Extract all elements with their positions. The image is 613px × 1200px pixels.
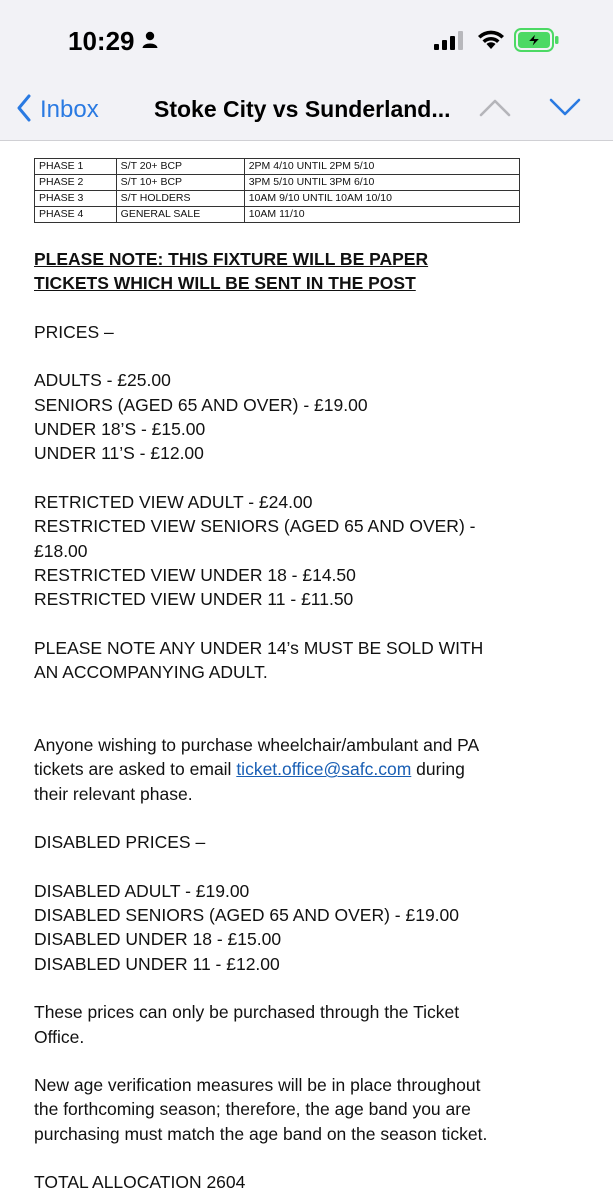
table-row — [35, 175, 520, 191]
prices-heading: PRICES – — [34, 321, 114, 342]
paragraph-line: their relevant phase. — [34, 783, 193, 804]
back-label: Inbox — [40, 96, 99, 123]
next-message-chevron-down-icon[interactable] — [548, 96, 582, 123]
price-line: DISABLED SENIORS (AGED 65 AND OVER) - £19.00 — [34, 905, 460, 926]
ticket-office-note — [34, 1000, 594, 1049]
sale-phases-table — [34, 158, 520, 223]
price-line: DISABLED ADULT - £19.00 — [34, 880, 250, 901]
table-cell: PHASE 2 — [35, 175, 117, 191]
price-line: RETRICTED VIEW ADULT - £24.00 — [34, 491, 313, 512]
disabled-prices-list — [34, 879, 594, 976]
cellular-signal-icon — [434, 31, 464, 55]
table-cell: 10AM 11/10 — [244, 207, 519, 223]
paragraph-text: during — [411, 759, 465, 780]
table-cell: PHASE 1 — [35, 159, 117, 175]
notice-line: TICKETS WHICH WILL BE SENT IN THE POST — [34, 273, 416, 294]
chevron-left-icon — [16, 94, 32, 127]
wheelchair-paragraph — [34, 733, 594, 806]
notice-line: PLEASE NOTE: THIS FIXTURE WILL BE PAPER — [34, 249, 429, 269]
paper-tickets-notice — [34, 247, 594, 296]
status-bar — [0, 0, 613, 80]
table-cell: 10AM 9/10 UNTIL 10AM 10/10 — [244, 191, 519, 207]
table-cell: S/T 10+ BCP — [116, 175, 244, 191]
standard-prices-list — [34, 368, 594, 465]
paragraph-text: tickets are asked to email — [34, 759, 237, 780]
mail-nav-bar — [0, 80, 613, 141]
paragraph-line: Office. — [34, 1026, 85, 1047]
table-cell: S/T HOLDERS — [116, 191, 244, 207]
restricted-prices-list — [34, 490, 594, 611]
email-subject-title: Stoke City vs Sunderland... — [154, 96, 451, 122]
table-cell: 2PM 4/10 UNTIL 2PM 5/10 — [244, 159, 519, 175]
price-line: RESTRICTED VIEW UNDER 11 - £11.50 — [34, 589, 354, 610]
price-line: RESTRICTED VIEW SENIORS (AGED 65 AND OVER) - — [34, 516, 476, 537]
table-row — [35, 207, 520, 223]
price-line: DISABLED UNDER 18 - £15.00 — [34, 929, 282, 950]
table-cell: PHASE 3 — [35, 191, 117, 207]
note-line: AN ACCOMPANYING ADULT. — [34, 662, 268, 683]
paragraph-line: purchasing must match the age band on the season ticket. — [34, 1123, 488, 1144]
previous-message-chevron-up-icon[interactable] — [478, 96, 512, 123]
paragraph-line: Anyone wishing to purchase wheelchair/ambulant and PA — [34, 734, 480, 755]
paragraph-line: These prices can only be purchased through the Ticket — [34, 1002, 460, 1023]
total-allocation: TOTAL ALLOCATION 2604 — [34, 1172, 246, 1193]
table-cell: GENERAL SALE — [116, 207, 244, 223]
battery-charging-icon — [514, 28, 560, 57]
paragraph-line: the forthcoming season; therefore, the age band you are — [34, 1099, 471, 1120]
price-line: ADULTS - £25.00 — [34, 370, 171, 391]
ticket-office-email-link[interactable]: ticket.office@safc.com — [236, 759, 412, 780]
person-icon — [142, 31, 158, 54]
table-cell: 3PM 5/10 UNTIL 3PM 6/10 — [244, 175, 519, 191]
note-line: PLEASE NOTE ANY UNDER 14’s MUST BE SOLD WITH — [34, 637, 484, 658]
back-to-inbox-button[interactable] — [16, 92, 99, 128]
table-cell: S/T 20+ BCP — [116, 159, 244, 175]
price-line: UNDER 18’S - £15.00 — [34, 419, 206, 440]
table-row — [35, 191, 520, 207]
price-line: UNDER 11’S - £12.00 — [34, 443, 204, 464]
price-line: SENIORS (AGED 65 AND OVER) - £19.00 — [34, 394, 368, 415]
disabled-prices-heading: DISABLED PRICES – — [34, 832, 206, 853]
table-row — [35, 159, 520, 175]
paragraph-line — [34, 757, 594, 781]
price-line: RESTRICTED VIEW UNDER 18 - £14.50 — [34, 564, 356, 585]
age-verification-paragraph — [34, 1073, 594, 1146]
wifi-icon — [476, 29, 506, 56]
table-cell: PHASE 4 — [35, 207, 117, 223]
price-line: DISABLED UNDER 11 - £12.00 — [34, 953, 280, 974]
email-body — [34, 140, 594, 1195]
under-14-note — [34, 636, 594, 685]
clock-time: 10:29 — [68, 26, 135, 56]
paragraph-line: New age verification measures will be in place throughout — [34, 1075, 481, 1096]
price-line: £18.00 — [34, 540, 88, 561]
